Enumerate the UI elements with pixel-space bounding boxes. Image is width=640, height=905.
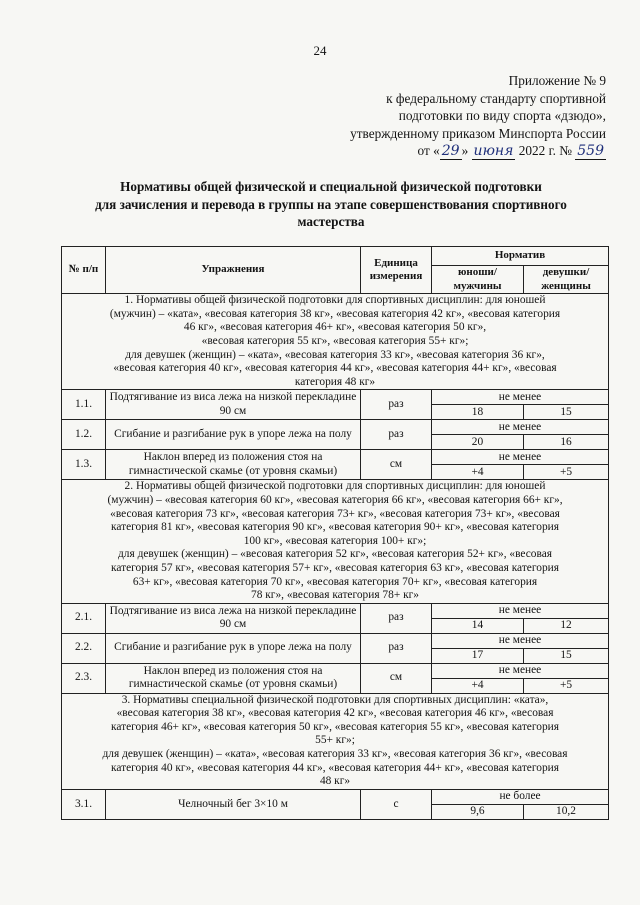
norms-table [61,246,609,820]
handwritten-order-number: 559 [577,143,604,159]
row-boys-value: 17 [432,648,524,663]
header-girls: девушки/ женщины [524,266,609,294]
row-num: 2.1. [62,603,106,633]
row-exercise: Челночный бег 3×10 м [106,789,361,819]
section-line: 2. Нормативы общей физической подготовки для спортивных дисциплин: для юношей [124,480,546,493]
table-row [62,603,609,618]
section-heading [62,480,609,603]
date-mid: » [461,143,469,158]
section-line: категория 81 кг», «весовая категория 90 кг», «весовая категория 90+ кг», «весовая категория [111,521,559,534]
row-unit: раз [361,420,432,450]
row-num: 1.3. [62,450,106,480]
section-line: 3. Нормативы специальной физической подготовки для спортивных дисциплин: «ката», [121,693,549,706]
row-boys-value: 9,6 [432,804,524,819]
row-norm-label: не менее [432,450,609,465]
table-row [62,450,609,465]
row-unit: раз [361,390,432,420]
section-heading [62,294,609,390]
row-exercise: Наклон вперед из положения стоя на гимнастической скамье (от уровня скамьи) [106,450,361,480]
row-boys-value: +4 [432,465,524,480]
handwritten-month: июня [473,143,514,159]
row-girls-value: +5 [524,678,609,693]
page-number: 24 [313,43,327,58]
title-line: мастерства [297,214,365,229]
row-num: 3.1. [62,789,106,819]
row-girls-value: +5 [524,465,609,480]
row-boys-value: 20 [432,435,524,450]
section-heading [62,693,609,789]
document-title [45,178,617,231]
row-unit: раз [361,633,432,663]
annex-block [306,72,606,161]
row-num: 2.2. [62,633,106,663]
section-line: 55+ кг»; [315,734,355,747]
header-exercise: Упражнения [106,247,361,294]
header-num: № п/п [62,247,106,294]
row-norm-label: не менее [432,603,609,618]
annex-title: Приложение № 9 [508,73,606,88]
section-line: «весовая категория 73 кг», «весовая категория 73+ кг», «весовая категория 73+ кг», «весовая [110,507,560,520]
section-line: «весовая категория 40 кг», «весовая категория 44 кг», «весовая категория 44+ кг», «весовая [113,362,557,375]
row-norm-label: не менее [432,663,609,678]
table-row [62,390,609,405]
table-row [62,789,609,804]
row-num: 2.3. [62,663,106,693]
section-line: категория 48 кг» [294,375,376,388]
row-girls-value: 10,2 [524,804,609,819]
section-line: (мужчин) – «ката», «весовая категория 38 кг», «весовая категория 42 кг», «весовая категория [109,307,561,320]
row-girls-value: 15 [524,648,609,663]
row-exercise: Сгибание и разгибание рук в упоре лежа на полу [106,633,361,663]
row-exercise: Подтягивание из виса лежа на низкой перекладине 90 см [106,390,361,420]
row-num: 1.2. [62,420,106,450]
section-line: для девушек (женщин) – «ката», «весовая категория 33 кг», «весовая категория 36 кг», «весовая [102,748,568,761]
row-girls-value: 16 [524,435,609,450]
row-norm-label: не менее [432,420,609,435]
section-line: для девушек (женщин) – «ката», «весовая категория 33 кг», «весовая категория 36 кг», [125,348,545,361]
row-norm-label: не более [432,789,609,804]
section-line: категория 57 кг», «весовая категория 57+ кг», «весовая категория 63 кг», «весовая категория [111,561,559,574]
annex-date-line [306,142,606,161]
table-row [62,420,609,435]
section-line: 1. Нормативы общей физической подготовки для спортивных дисциплин: для юношей [124,294,546,307]
row-unit: с [361,789,432,819]
section-line: для девушек (женщин) – «весовая категория 52 кг», «весовая категория 52+ кг», «весовая [118,548,553,561]
row-exercise: Наклон вперед из положения стоя на гимнастической скамье (от уровня скамьи) [106,663,361,693]
section-line: 78 кг», «весовая категория 78+ кг» [251,589,419,602]
row-exercise: Подтягивание из виса лежа на низкой перекладине 90 см [106,603,361,633]
section-line: категория 40 кг», «весовая категория 44 кг», «весовая категория 44+ кг», «весовая категория [111,761,559,774]
header-unit: Единица измерения [361,247,432,294]
annex-line: утвержденному приказом Минспорта России [350,125,606,141]
row-girls-value: 15 [524,405,609,420]
row-norm-label: не менее [432,633,609,648]
header-norm: Норматив [432,247,609,266]
section-line: «весовая категория 38 кг», «весовая категория 42 кг», «весовая категория 46 кг», «весовая [116,707,554,720]
section-line: «весовая категория 55 кг», «весовая категория 55+ кг»; [201,334,469,347]
title-line: Нормативы общей физической и специальной физической подготовки [120,179,542,194]
handwritten-day: 29 [441,143,460,159]
section-line: 48 кг» [319,775,351,788]
row-num: 1.1. [62,390,106,420]
row-boys-value: 18 [432,405,524,420]
row-unit: см [361,450,432,480]
annex-line: подготовки по виду спорта «дзюдо», [398,108,606,123]
title-line: для зачисления и перевода в группы на этапе совершенствования спортивного [95,196,567,212]
row-boys-value: 14 [432,618,524,633]
section-line: 100 кг», «весовая категория 100+ кг»; [243,534,427,547]
section-line: 46 кг», «весовая категория 46+ кг», «весовая категория 50 кг», [183,321,487,334]
table-row [62,663,609,678]
date-prefix: от « [417,143,440,158]
row-boys-value: +4 [432,678,524,693]
date-year: 2022 г. № [518,143,572,158]
row-norm-label: не менее [432,390,609,405]
annex-line: к федеральному стандарту спортивной [386,90,606,106]
row-unit: см [361,663,432,693]
header-boys: юноши/ мужчины [432,266,524,294]
section-line: 63+ кг», «весовая категория 70 кг», «весовая категория 70+ кг», «весовая категория [132,575,538,588]
section-line: (мужчин) – «весовая категория 60 кг», «весовая категория 66 кг», «весовая категория 66+ кг», [107,493,563,506]
row-exercise: Сгибание и разгибание рук в упоре лежа на полу [106,420,361,450]
table-row [62,633,609,648]
row-unit: раз [361,603,432,633]
section-line: категория 46+ кг», «весовая категория 50 кг», «весовая категория 55 кг», «весовая категория [111,720,559,733]
row-girls-value: 12 [524,618,609,633]
